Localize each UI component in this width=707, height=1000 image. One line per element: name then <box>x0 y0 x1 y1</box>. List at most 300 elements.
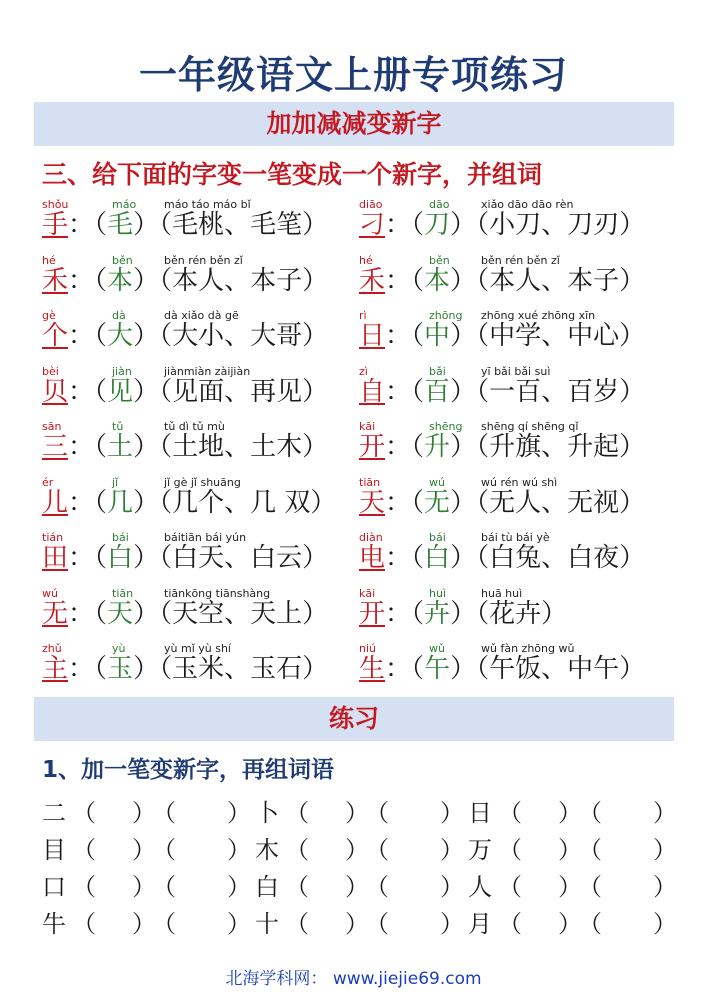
paren-open: （ <box>94 265 108 296</box>
colon: ： <box>385 598 412 629</box>
answer-blank-close[interactable]: ） <box>345 910 369 938</box>
char-entry <box>359 420 679 476</box>
word-pair: 玉米、玉石 <box>172 654 303 684</box>
word-pair: 一百、百岁 <box>489 376 620 407</box>
paren-close: ） <box>133 265 160 296</box>
pinyin-words: běn rén běn zǐ <box>481 253 560 267</box>
paren-open: （ <box>94 654 108 684</box>
practice-item <box>42 830 252 866</box>
practice-item <box>468 793 678 829</box>
char-entry <box>359 198 679 254</box>
colon: ： <box>68 487 95 518</box>
paren-open: （ <box>94 376 108 407</box>
pinyin-new: bái <box>112 531 129 544</box>
char-line <box>359 488 645 518</box>
paren-open: （ <box>411 598 425 629</box>
char-line <box>359 210 645 240</box>
paren-close: ） <box>450 432 477 462</box>
paren-open: （ <box>159 321 173 351</box>
pinyin-base: tián <box>42 531 64 544</box>
pinyin-base: hé <box>42 253 56 267</box>
colon: ： <box>68 598 95 629</box>
paren-close: ） <box>133 654 160 684</box>
entries-right-column <box>359 198 679 708</box>
answer-blank-open[interactable]: （ <box>72 836 96 864</box>
pinyin-words: yī bǎi bǎi suì <box>481 364 551 378</box>
new-char: 白 <box>107 543 134 573</box>
pinyin-words: wǔ fàn zhōng wǔ <box>481 642 575 655</box>
word-blank-open[interactable]: （ <box>578 910 602 938</box>
paren-close: ） <box>450 376 477 407</box>
paren-open: （ <box>476 376 490 407</box>
answer-blank-open[interactable]: （ <box>285 910 309 938</box>
pinyin-new: wú <box>429 475 445 489</box>
pinyin-new: dāo <box>429 198 450 211</box>
word-blank-open[interactable]: （ <box>152 910 176 938</box>
paren-open: （ <box>94 543 108 573</box>
pinyin-base: ér <box>42 475 54 489</box>
colon: ： <box>385 432 412 462</box>
paren-close: ） <box>619 376 646 407</box>
word-blank-open[interactable]: （ <box>365 873 389 901</box>
paren-open: （ <box>476 321 490 351</box>
base-char: 日 <box>359 321 386 351</box>
char-entry <box>359 476 679 532</box>
practice-char: 月 <box>468 910 492 938</box>
practice-item <box>255 904 465 940</box>
answer-blank-close[interactable]: ） <box>132 799 156 827</box>
word-pair: 中学、中心 <box>489 321 620 351</box>
answer-blank-open[interactable]: （ <box>498 873 522 901</box>
pinyin-new: běn <box>429 253 450 267</box>
practice-char: 卜 <box>255 799 279 827</box>
pinyin-base: diāo <box>359 198 383 211</box>
practice-item <box>255 867 465 903</box>
paren-open: （ <box>411 376 425 407</box>
base-char: 开 <box>359 598 386 629</box>
pinyin-base: niú <box>359 642 376 655</box>
base-char: 贝 <box>42 376 69 407</box>
paren-open: （ <box>159 432 173 462</box>
pinyin-words: xiǎo dāo dāo rèn <box>481 198 574 211</box>
new-char: 天 <box>107 598 134 629</box>
word-pair: 天空、天上 <box>172 598 303 629</box>
colon: ： <box>385 376 412 407</box>
pinyin-words: dà xiǎo dà gē <box>164 309 239 322</box>
word-blank-close[interactable]: ） <box>440 836 464 864</box>
char-entry <box>42 198 362 254</box>
practice-item <box>42 793 252 829</box>
page-title: 一年级语文上册专项练习 <box>138 53 568 97</box>
new-char: 升 <box>424 432 451 462</box>
paren-close: ） <box>133 598 160 629</box>
base-char: 儿 <box>42 487 69 518</box>
practice-char: 万 <box>468 836 492 864</box>
paren-close: ） <box>302 376 329 407</box>
new-char: 见 <box>107 376 134 407</box>
practice-char: 木 <box>255 836 279 864</box>
char-entry <box>359 587 679 643</box>
base-char: 刁 <box>359 210 386 240</box>
colon: ： <box>385 321 412 351</box>
word-blank-close[interactable]: ） <box>227 836 251 864</box>
paren-open: （ <box>411 654 425 684</box>
answer-blank-close[interactable]: ） <box>345 799 369 827</box>
char-entry <box>359 309 679 365</box>
paren-close: ） <box>450 543 477 573</box>
pinyin-base: rì <box>359 309 367 322</box>
paren-close: ） <box>133 543 160 573</box>
pinyin-base: sān <box>42 420 62 433</box>
char-line <box>42 432 328 462</box>
answer-blank-open[interactable]: （ <box>72 910 96 938</box>
practice-item <box>468 830 678 866</box>
pinyin-new: yù <box>112 642 126 655</box>
paren-close: ） <box>619 654 646 684</box>
word-blank-close[interactable]: ） <box>440 799 464 827</box>
paren-open: （ <box>476 598 490 629</box>
char-line <box>42 488 336 518</box>
practice-char: 白 <box>255 873 279 901</box>
char-entry <box>42 309 362 365</box>
paren-open: （ <box>476 265 490 296</box>
paren-close: ） <box>133 210 160 240</box>
practice-char: 二 <box>42 799 66 827</box>
pinyin-base: diàn <box>359 531 383 544</box>
base-char: 禾 <box>42 265 69 296</box>
word-blank-open[interactable]: （ <box>578 799 602 827</box>
paren-open: （ <box>94 432 108 462</box>
word-blank-close[interactable]: ） <box>653 836 677 864</box>
base-char: 禾 <box>359 265 386 296</box>
practice-item <box>42 904 252 940</box>
pinyin-base: kāi <box>359 586 376 600</box>
pinyin-words: báitiān bái yún <box>164 531 247 544</box>
paren-close: ） <box>450 598 477 629</box>
answer-blank-open[interactable]: （ <box>285 799 309 827</box>
pinyin-new: máo <box>112 198 137 211</box>
base-char: 个 <box>42 321 69 351</box>
practice-char: 口 <box>42 873 66 901</box>
paren-open: （ <box>159 598 173 629</box>
paren-open: （ <box>159 654 173 684</box>
pinyin-words: yù mǐ yù shí <box>164 642 231 655</box>
colon: ： <box>385 487 412 518</box>
answer-blank-open[interactable]: （ <box>72 799 96 827</box>
base-char: 自 <box>359 376 386 407</box>
word-blank-close[interactable]: ） <box>227 873 251 901</box>
pinyin-new: tiān <box>112 586 134 600</box>
word-blank-close[interactable]: ） <box>440 910 464 938</box>
paren-open: （ <box>159 487 173 518</box>
paren-close: ） <box>619 543 646 573</box>
paren-close: ） <box>302 321 329 351</box>
paren-open: （ <box>159 543 173 573</box>
char-entry <box>42 254 362 310</box>
pinyin-base: shǒu <box>42 198 69 211</box>
pinyin-new: bái <box>429 531 446 544</box>
colon: ： <box>68 543 95 573</box>
new-char: 几 <box>107 487 134 518</box>
word-blank-open[interactable]: （ <box>578 836 602 864</box>
base-char: 主 <box>42 654 69 684</box>
word-pair: 几个、几 双 <box>172 487 311 518</box>
paren-close: ） <box>302 210 329 240</box>
word-pair: 见面、再见 <box>172 376 303 407</box>
new-char: 大 <box>107 321 134 351</box>
pinyin-words: tǔ dì tǔ mù <box>164 420 225 433</box>
answer-blank-open[interactable]: （ <box>285 836 309 864</box>
answer-blank-close[interactable]: ） <box>132 873 156 901</box>
pinyin-words: jiànmiàn zàijiàn <box>164 364 251 378</box>
new-char: 无 <box>424 487 451 518</box>
paren-close: ） <box>450 321 477 351</box>
word-blank-open[interactable]: （ <box>152 873 176 901</box>
pinyin-words: bái tù bái yè <box>481 531 550 544</box>
practice-banner: 练习 <box>34 697 674 741</box>
word-pair: 大小、大哥 <box>172 321 303 351</box>
base-char: 无 <box>42 598 69 629</box>
char-line <box>359 654 645 684</box>
paren-open: （ <box>411 432 425 462</box>
pinyin-words: máo táo máo bǐ <box>164 198 251 211</box>
paren-close: ） <box>133 376 160 407</box>
word-blank-close[interactable]: ） <box>440 873 464 901</box>
practice-item <box>468 904 678 940</box>
char-line <box>359 543 645 573</box>
paren-open: （ <box>411 487 425 518</box>
word-blank-open[interactable]: （ <box>365 799 389 827</box>
answer-blank-close[interactable]: ） <box>558 873 582 901</box>
paren-close: ） <box>450 265 477 296</box>
char-entry <box>359 531 679 587</box>
char-line <box>42 654 328 684</box>
base-char: 手 <box>42 210 69 240</box>
practice-row <box>42 830 677 866</box>
answer-blank-close[interactable]: ） <box>558 836 582 864</box>
paren-close: ） <box>619 210 646 240</box>
footer-source: 北海学科网： www.jiejie69.com <box>225 969 482 989</box>
word-blank-open[interactable]: （ <box>152 836 176 864</box>
colon: ： <box>385 210 412 240</box>
char-entry <box>42 476 362 532</box>
pinyin-new: jiàn <box>112 364 132 378</box>
paren-open: （ <box>94 210 108 240</box>
paren-close: ） <box>302 598 329 629</box>
paren-close: ） <box>450 487 477 518</box>
paren-close: ） <box>619 487 646 518</box>
paren-open: （ <box>94 598 108 629</box>
char-line <box>42 266 328 296</box>
char-entry <box>359 642 679 698</box>
pinyin-base: zì <box>359 364 368 378</box>
pinyin-base: bèi <box>42 364 59 378</box>
practice-subtitle: 1、加一笔变新字，再组词语 <box>42 757 335 783</box>
practice-row <box>42 904 677 940</box>
pinyin-base: zhǔ <box>42 642 62 655</box>
pinyin-new: shēng <box>429 420 463 433</box>
word-pair: 小刀、刀刃 <box>489 210 620 240</box>
word-blank-open[interactable]: （ <box>578 873 602 901</box>
practice-item <box>255 830 465 866</box>
word-blank-open[interactable]: （ <box>152 799 176 827</box>
pinyin-base: kāi <box>359 420 376 433</box>
pinyin-new: wǔ <box>429 642 445 655</box>
word-blank-close[interactable]: ） <box>653 910 677 938</box>
pinyin-words: tiānkōng tiānshàng <box>164 586 271 600</box>
answer-blank-close[interactable]: ） <box>558 910 582 938</box>
base-char: 生 <box>359 654 386 684</box>
answer-blank-close[interactable]: ） <box>558 799 582 827</box>
instruction-text: 三、给下面的字变一笔变成一个新字，并组词 <box>42 160 543 189</box>
word-pair: 无人、无视 <box>489 487 620 518</box>
char-entry <box>42 642 362 698</box>
paren-close: ） <box>310 487 337 518</box>
char-line <box>359 266 645 296</box>
paren-open: （ <box>159 265 173 296</box>
base-char: 天 <box>359 487 386 518</box>
pinyin-new: dà <box>112 309 126 322</box>
section-banner: 加加减减变新字 <box>34 102 674 146</box>
paren-close: ） <box>619 432 646 462</box>
word-blank-close[interactable]: ） <box>653 873 677 901</box>
char-line <box>42 543 328 573</box>
new-char: 土 <box>107 432 134 462</box>
char-entry <box>42 420 362 476</box>
char-line <box>359 321 645 351</box>
practice-char: 人 <box>468 873 492 901</box>
answer-blank-open[interactable]: （ <box>498 910 522 938</box>
paren-open: （ <box>476 543 490 573</box>
colon: ： <box>68 432 95 462</box>
colon: ： <box>385 654 412 684</box>
pinyin-new: zhōng <box>429 309 463 322</box>
word-blank-close[interactable]: ） <box>227 799 251 827</box>
colon: ： <box>68 265 95 296</box>
word-pair: 毛桃、毛笔 <box>172 210 303 240</box>
base-char: 田 <box>42 543 69 573</box>
word-blank-close[interactable]: ） <box>653 799 677 827</box>
pinyin-new: jǐ <box>112 475 119 489</box>
practice-char: 目 <box>42 836 66 864</box>
practice-item <box>468 867 678 903</box>
paren-close: ） <box>541 598 568 629</box>
char-entry <box>359 254 679 310</box>
word-pair: 土地、土木 <box>172 432 303 462</box>
paren-close: ） <box>302 543 329 573</box>
pinyin-words: jǐ gè jǐ shuāng <box>164 475 241 489</box>
answer-blank-open[interactable]: （ <box>498 836 522 864</box>
paren-open: （ <box>411 265 425 296</box>
colon: ： <box>68 654 95 684</box>
answer-blank-close[interactable]: ） <box>345 873 369 901</box>
pinyin-words: wú rén wú shì <box>481 475 558 489</box>
paren-open: （ <box>159 210 173 240</box>
char-line <box>42 599 328 629</box>
new-char: 刀 <box>424 210 451 240</box>
paren-open: （ <box>476 432 490 462</box>
word-blank-close[interactable]: ） <box>227 910 251 938</box>
practice-row <box>42 793 677 829</box>
answer-blank-close[interactable]: ） <box>132 836 156 864</box>
paren-close: ） <box>133 432 160 462</box>
pinyin-words: zhōng xué zhōng xīn <box>481 309 596 322</box>
word-pair: 升旗、升起 <box>489 432 620 462</box>
pinyin-words: běn rén běn zǐ <box>164 253 243 267</box>
new-char: 毛 <box>107 210 134 240</box>
practice-char: 牛 <box>42 910 66 938</box>
new-char: 玉 <box>107 654 134 684</box>
char-entry <box>42 365 362 421</box>
pinyin-new: huì <box>429 586 446 600</box>
new-char: 百 <box>424 376 451 407</box>
practice-item <box>255 793 465 829</box>
char-line <box>42 377 328 407</box>
colon: ： <box>68 321 95 351</box>
word-pair: 本人、本子 <box>172 265 303 296</box>
char-entry <box>359 365 679 421</box>
paren-open: （ <box>476 654 490 684</box>
entries-left-column <box>42 198 362 708</box>
word-blank-open[interactable]: （ <box>365 910 389 938</box>
colon: ： <box>385 265 412 296</box>
paren-close: ） <box>450 210 477 240</box>
new-char: 卉 <box>424 598 451 629</box>
word-pair: 本人、本子 <box>489 265 620 296</box>
word-pair: 白兔、白夜 <box>489 543 620 573</box>
word-pair: 午饭、中午 <box>489 654 620 684</box>
paren-open: （ <box>476 487 490 518</box>
paren-open: （ <box>411 543 425 573</box>
new-char: 午 <box>424 654 451 684</box>
answer-blank-open[interactable]: （ <box>498 799 522 827</box>
paren-open: （ <box>94 487 108 518</box>
char-line <box>359 432 645 462</box>
paren-open: （ <box>411 321 425 351</box>
base-char: 三 <box>42 432 69 462</box>
pinyin-words: huā huì <box>481 586 523 600</box>
pinyin-new: bǎi <box>429 364 446 378</box>
pinyin-new: tǔ <box>112 420 124 433</box>
paren-open: （ <box>159 376 173 407</box>
paren-close: ） <box>302 265 329 296</box>
paren-close: ） <box>619 321 646 351</box>
answer-blank-close[interactable]: ） <box>345 836 369 864</box>
char-line <box>359 599 567 629</box>
practice-char: 日 <box>468 799 492 827</box>
char-entry <box>42 587 362 643</box>
practice-item <box>42 867 252 903</box>
colon: ： <box>68 210 95 240</box>
pinyin-base: wú <box>42 586 58 600</box>
answer-blank-close[interactable]: ） <box>132 910 156 938</box>
pinyin-new: běn <box>112 253 133 267</box>
word-pair: 白天、白云 <box>172 543 303 573</box>
char-line <box>42 210 328 240</box>
answer-blank-open[interactable]: （ <box>285 873 309 901</box>
pinyin-words: shēng qí shēng qǐ <box>481 420 579 433</box>
answer-blank-open[interactable]: （ <box>72 873 96 901</box>
word-blank-open[interactable]: （ <box>365 836 389 864</box>
paren-close: ） <box>133 487 160 518</box>
paren-close: ） <box>619 265 646 296</box>
new-char: 本 <box>107 265 134 296</box>
new-char: 中 <box>424 321 451 351</box>
colon: ： <box>385 543 412 573</box>
paren-close: ） <box>302 432 329 462</box>
new-char: 白 <box>424 543 451 573</box>
practice-row <box>42 867 677 903</box>
